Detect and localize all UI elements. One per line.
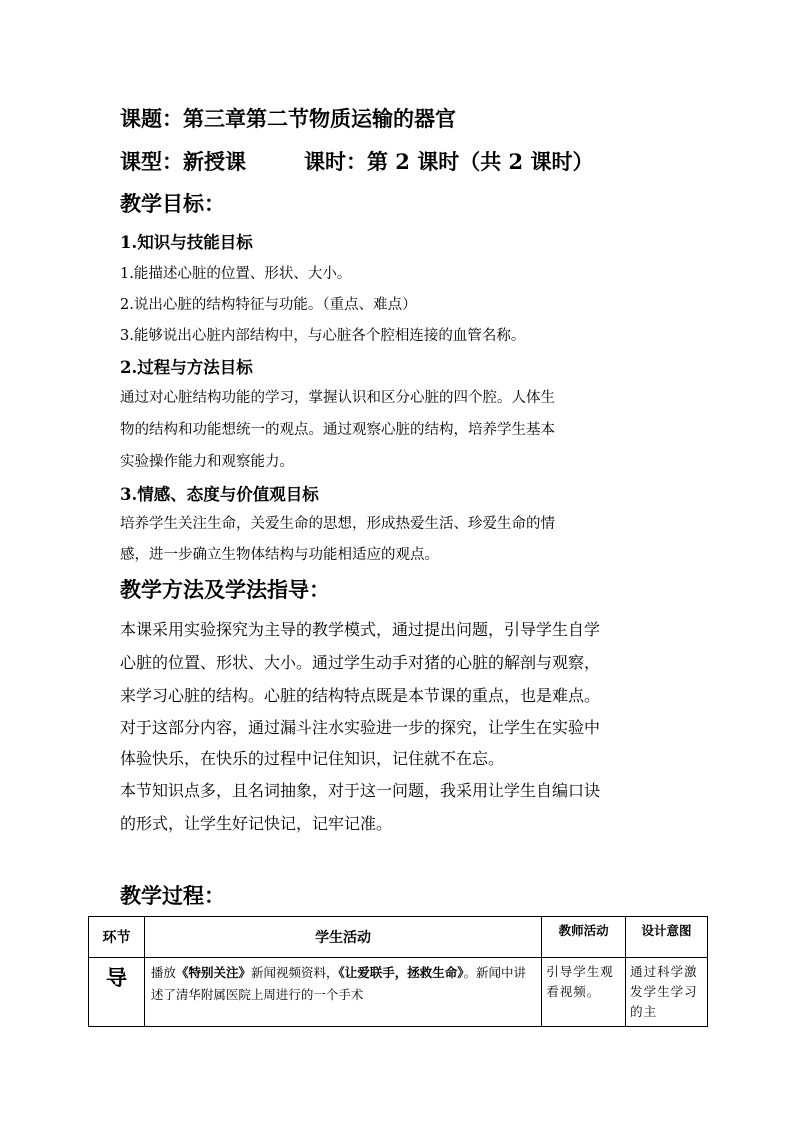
methods-line: 本课采用实验探究为主导的教学模式，通过提出问题，引导学生自学 bbox=[120, 620, 601, 639]
student-bold-title: 《特别关注》 bbox=[175, 965, 251, 980]
teaching-process-table bbox=[88, 916, 708, 1027]
stage-cell: 导 bbox=[89, 958, 145, 1027]
process-goal-line: 物的结构和功能想统一的观点。通过观察心脏的结构，培养学生基本 bbox=[120, 422, 555, 438]
table-header-row bbox=[89, 917, 708, 958]
methods-heading: 教学方法及学法指导： bbox=[120, 577, 330, 602]
methods-line: 的形式，让学生好记快记，记牢记准。 bbox=[120, 814, 393, 833]
lesson-title: 课题：第三章第二节物质运输的器官 bbox=[120, 106, 456, 131]
student-text: 。新闻中讲述了清华附属医院上周进行的一个手术 bbox=[150, 965, 526, 1002]
knowledge-item: 1.能描述心脏的位置、形状、大小。 bbox=[120, 266, 352, 282]
table-row bbox=[89, 958, 708, 1027]
header-teacher-activity: 教师活动 bbox=[542, 917, 626, 958]
header-student-activity: 学生活动 bbox=[144, 917, 541, 958]
student-text: 新闻视频资料， bbox=[250, 965, 339, 980]
emotion-goal-line: 感，进一步确立生物体结构与功能相适应的观点。 bbox=[120, 547, 439, 563]
design-intent-cell: 通过科学激发学生学习的主 bbox=[626, 958, 708, 1027]
emotion-goal-heading: 3.情感、态度与价值观目标 bbox=[120, 485, 319, 504]
lesson-time: 课时：第 2 课时（共 2 课时） bbox=[304, 149, 594, 174]
knowledge-item: 3.能够说出心脏内部结构中，与心脏各个腔相连接的血管名称。 bbox=[120, 328, 526, 344]
student-text: 播放 bbox=[150, 965, 176, 980]
process-goal-line: 实验操作能力和观察能力。 bbox=[120, 454, 294, 470]
methods-line: 体验快乐，在快乐的过程中记住知识，记住就不在忘。 bbox=[120, 749, 505, 768]
lesson-type: 课型：新授课 bbox=[120, 149, 246, 174]
process-heading: 教学过程： bbox=[120, 883, 225, 908]
student-bold-title: 《让爱联手，拯救生命》 bbox=[338, 965, 464, 980]
knowledge-heading: 1.知识与技能目标 bbox=[120, 233, 253, 252]
process-goal-line: 通过对心脏结构功能的学习，掌握认识和区分心脏的四个腔。人体生 bbox=[120, 390, 555, 406]
process-goal-heading: 2.过程与方法目标 bbox=[120, 358, 253, 377]
knowledge-item: 2.说出心脏的结构特征与功能。（重点、难点） bbox=[120, 297, 417, 313]
methods-line: 对于这部分内容，通过漏斗注水实验进一步的探究，让学生在实验中 bbox=[120, 718, 601, 737]
lesson-meta bbox=[120, 146, 593, 176]
methods-line: 心脏的位置、形状、大小。通过学生动手对猪的心脏的解剖与观察， bbox=[120, 653, 601, 672]
methods-line: 本节知识点多，且名词抽象，对于这一问题，我采用让学生自编口诀 bbox=[120, 781, 601, 800]
teacher-activity-cell: 引导学生观看视频。 bbox=[542, 958, 626, 1027]
student-activity-cell bbox=[144, 958, 541, 1027]
emotion-goal-line: 培养学生关注生命，关爱生命的思想，形成热爱生活、珍爱生命的情 bbox=[120, 516, 555, 532]
header-design-intent: 设计意图 bbox=[626, 917, 708, 958]
methods-line: 来学习心脏的结构。心脏的结构特点既是本节课的重点，也是难点。 bbox=[120, 686, 601, 705]
objectives-heading: 教学目标： bbox=[120, 191, 225, 216]
header-stage: 环节 bbox=[89, 917, 145, 958]
